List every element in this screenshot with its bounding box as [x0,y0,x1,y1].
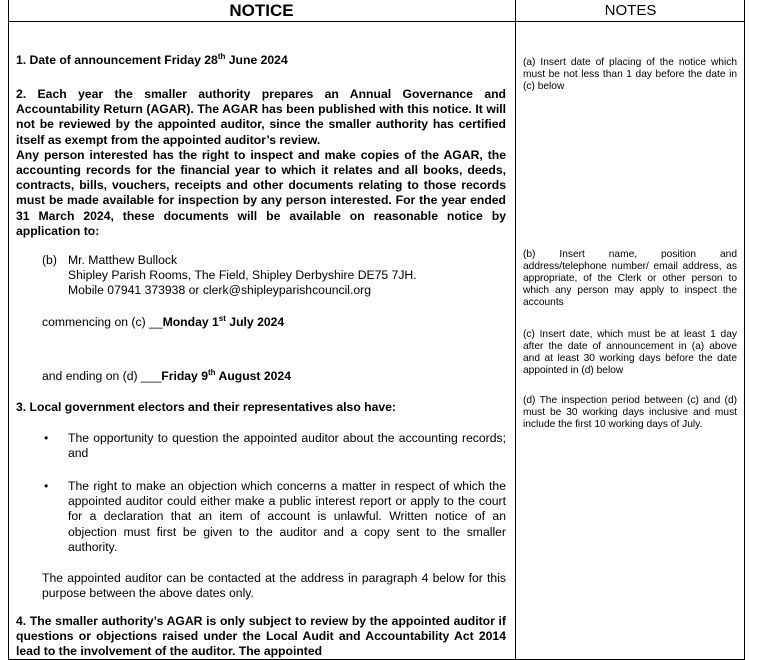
paragraph-1: 1. Date of announcement Friday 28th June 2024 [16,51,288,67]
contact-label: (b) [42,253,57,267]
paragraph-3-heading: 3. Local government electors and their representatives also have: [16,400,396,414]
note-a: (a) Insert date of placing of the notice which must be not less than 1 day before the date in (c) below [523,57,737,92]
bullet-icon: • [44,431,49,445]
paragraph-2-part-1: 2. Each year the smaller authority prepares an Annual Governance and Accountability Return (AGAR). The AGAR has been published with this notice. It will not be reviewed by the appointed auditor, since the smaller authority has certified itself as exempt from the appointed auditor’s review. [16,87,506,147]
contact-block [16,253,506,299]
list-item: • The right to make an objection which concerns a matter in respect of which the appointed auditor could either make a public interest report or apply to the court for a declaration that an item of account is unlawful. Written notice of an objection must first be given to the auditor and a copy sent to the smaller authority. [44,479,506,554]
notes-heading: NOTES [604,2,657,19]
paragraph-3-footer: The appointed auditor can be contacted at the address in paragraph 4 below for this purpose between the above dates only. [42,571,506,601]
note-d: (d) The inspection period between (c) and (d) must be 30 working days inclusive and must include the first 10 working days of July. [523,395,737,430]
paragraph-2-part-2: Any person interested has the right to inspect and make copies of the AGAR, the accounting records for the financial year to which it relates and all books, deeds, contracts, bills, vouchers, receipts and other documents relating to those records must be made available for inspection by any person interested. For the year ended 31 March 2024, these documents will be available on reasonable notice by application to: [16,147,506,238]
paragraph-4: 4. The smaller authority’s AGAR is only subject to review by the appointed auditor if questions or objections raised under the Local Audit and Accountability Act 2014 lead to the involvement of the auditor. The appointed [16,614,506,659]
column-divider [515,0,516,660]
bullet-icon: • [44,479,49,493]
contact-address: Shipley Parish Rooms, The Field, Shipley Derbyshire DE75 7JH. [68,268,417,283]
list-item: • The opportunity to question the appointed auditor about the accounting records; and [44,431,506,461]
contact-name: Mr. Matthew Bullock [68,253,178,267]
notice-heading: NOTICE [229,1,294,20]
header-rule [8,21,745,22]
note-c: (c) Insert date, which must be at least 1 day after the date of announcement in (a) above and at least 30 working days before the date appointed in (d) below [523,329,737,376]
contact-phone: Mobile 07941 373938 or clerk@shipleyparishcouncil.org [68,283,372,298]
note-b: (b) Insert name, position and address/telephone number/ email address, as appropriate, of the Clerk or other person to which any person may apply to inspect the accounts [523,249,737,308]
paragraph-2 [16,87,506,239]
commencing-line: commencing on (c) __Monday 1st July 2024 [42,313,285,329]
ending-line: and ending on (d) ___Friday 9th August 2024 [42,367,291,383]
